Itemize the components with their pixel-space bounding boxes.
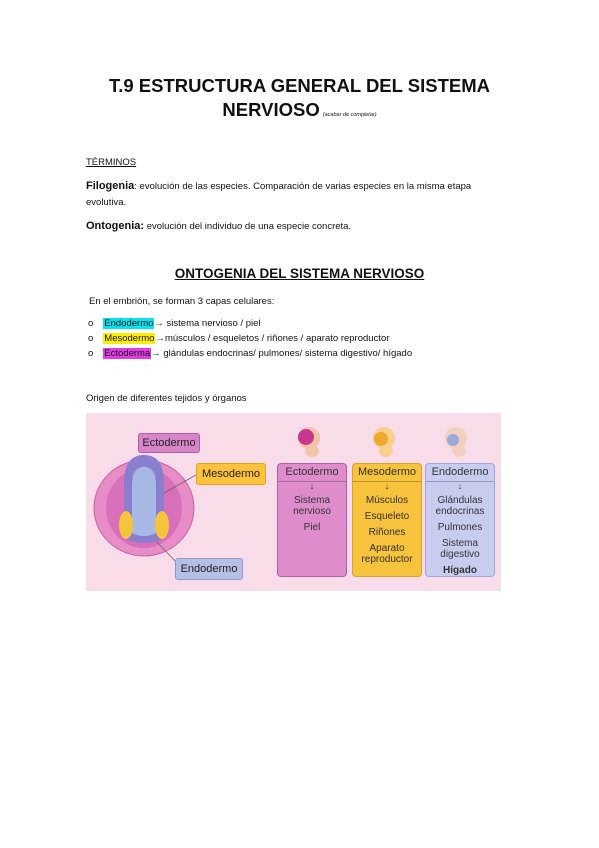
germ-layers-figure — [86, 413, 501, 591]
column-item: Músculos — [365, 495, 409, 506]
filogenia-term: Filogenia — [86, 180, 135, 192]
title-note: (acabar de completar) — [322, 112, 377, 118]
column-item: Hígado — [443, 565, 477, 576]
ontogenia-paragraph — [86, 218, 351, 235]
arrow: → — [154, 318, 164, 329]
list-item-text: músculos / esqueletos / riñones / aparato reproductor — [164, 333, 390, 344]
column-header: Endodermo — [426, 464, 494, 482]
highlight-endodermo: Endodermo — [104, 318, 154, 329]
column-item: Pulmones — [437, 522, 483, 533]
mesoderm-right — [155, 511, 169, 539]
label-ectodermo: Ectodermo — [138, 433, 200, 453]
filogenia-definition: : evolución de las especies. Comparación de varias especies en la misma etapa — [134, 181, 472, 192]
column-header: Ectodermo — [278, 464, 346, 482]
fetus-icon-ecto — [298, 427, 320, 457]
column-item: Sistema nervioso — [293, 495, 331, 517]
column-header: Mesodermo — [353, 464, 421, 482]
bullet-marker: o — [88, 348, 94, 359]
arrow: → — [155, 333, 165, 344]
terms-heading: TÉRMINOS — [86, 157, 137, 168]
down-arrow-icon: ↓ — [457, 481, 463, 491]
fetus-icon-meso — [373, 427, 395, 457]
figure-caption: Origen de diferentes tejidos y órganos — [86, 393, 247, 404]
list-item-text: glándulas endocrinas/ pulmones/ sistema digestivo/ hígado — [160, 348, 413, 359]
ontogenia-term: Ontogenia: — [86, 220, 145, 232]
mesoderm-left — [119, 511, 133, 539]
label-mesodermo: Mesodermo — [196, 463, 266, 485]
document-title-line2 — [0, 99, 599, 121]
highlight-ectoderma: Ectoderma — [104, 348, 151, 359]
column-item: Aparato reproductor — [361, 543, 413, 565]
highlight-mesodermo: Mesodermo — [104, 333, 155, 344]
label-endodermo: Endodermo — [175, 558, 243, 580]
column-ectodermo — [277, 463, 347, 577]
down-arrow-icon: ↓ — [384, 481, 390, 491]
down-arrow-icon: ↓ — [309, 481, 315, 491]
document-title-line1: T.9 ESTRUCTURA GENERAL DEL SISTEMA — [108, 75, 490, 96]
neural-tube — [132, 467, 156, 536]
bullet-marker: o — [88, 318, 94, 329]
column-item: Riñones — [368, 527, 406, 538]
list-item-text: sistema nervioso / piel — [163, 318, 261, 329]
column-item: Sistema digestivo — [440, 538, 480, 560]
column-endodermo — [425, 463, 495, 577]
ontogenia-definition: evolución del individuo de una especie concreta. — [144, 221, 352, 232]
column-item: Glándulas endocrinas — [435, 495, 485, 517]
fetus-icon-endo — [445, 427, 467, 457]
column-item: Esqueleto — [364, 511, 410, 522]
column-mesodermo — [352, 463, 422, 577]
filogenia-definition-cont: evolutiva. — [86, 197, 127, 208]
section-intro: En el embrión, se forman 3 capas celulares: — [89, 296, 275, 307]
list-item-endodermo — [88, 318, 261, 329]
column-item: Piel — [303, 522, 321, 533]
section-heading: ONTOGENIA DEL SISTEMA NERVIOSO — [174, 266, 425, 281]
filogenia-paragraph — [86, 178, 506, 211]
arrow: → — [151, 348, 161, 359]
bullet-marker: o — [88, 333, 94, 344]
title-word: NERVIOSO — [222, 99, 320, 120]
list-item-mesodermo — [88, 333, 390, 344]
list-item-ectoderma — [88, 348, 413, 359]
